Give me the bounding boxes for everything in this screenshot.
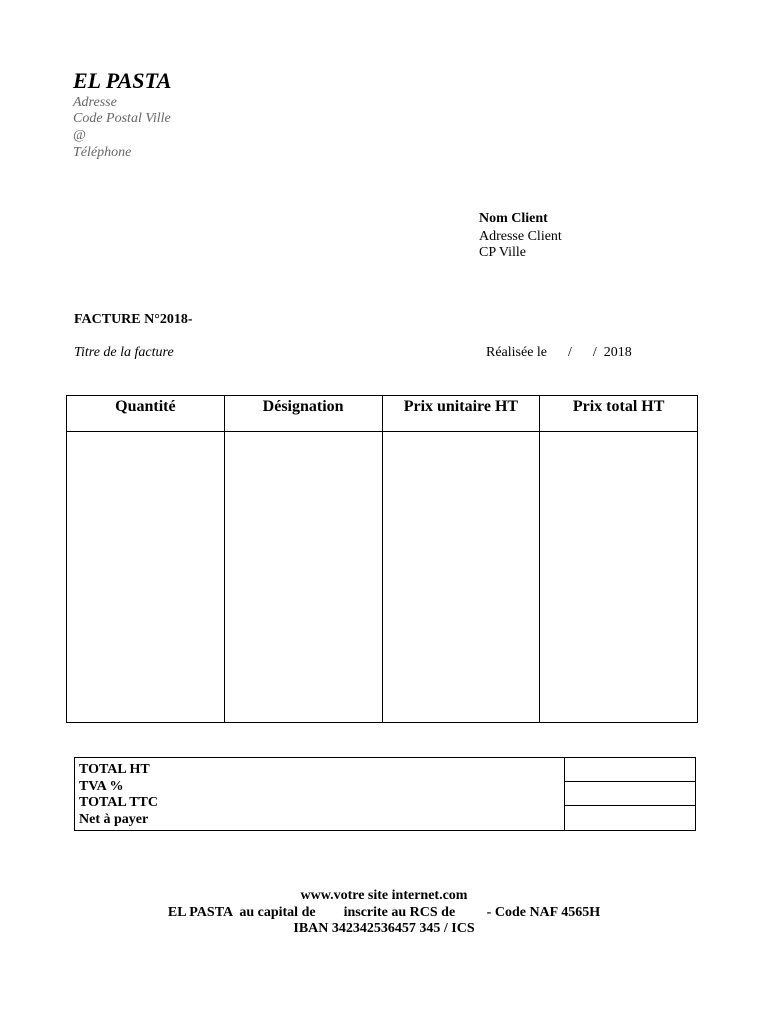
header-unit-price: Prix unitaire HT (382, 396, 540, 432)
header-total-price: Prix total HT (540, 396, 698, 432)
items-table (66, 395, 698, 723)
cell-quantity (67, 432, 225, 723)
company-name: EL PASTA (73, 68, 172, 93)
company-address: Adresse (73, 95, 117, 110)
cell-unit-price (382, 432, 540, 723)
net-to-pay-label: Net à payer (79, 811, 149, 827)
total-ttc-label: TOTAL TTC (79, 795, 158, 810)
total-ttc-value (565, 806, 695, 829)
company-phone: Téléphone (73, 145, 132, 160)
totals-values (565, 758, 696, 831)
items-header-row (67, 396, 698, 432)
tva-value (565, 782, 695, 806)
client-address: Adresse Client (479, 229, 562, 244)
total-ht-value (565, 758, 695, 782)
tva-label: TVA % (79, 778, 124, 794)
footer-legal: EL PASTA au capital de inscrite au RCS de - Code NAF 4565H (167, 905, 601, 920)
company-postal-city: Code Postal Ville (73, 111, 171, 126)
invoice-title: Titre de la facture (74, 345, 174, 360)
totals-labels (75, 758, 565, 831)
footer-bank: IBAN 342342536457 345 / ICS (293, 921, 475, 936)
invoice-date: Réalisée le / / 2018 (486, 345, 632, 360)
items-body-row (67, 432, 698, 723)
header-designation: Désignation (224, 396, 382, 432)
footer-website: www.votre site internet.com (300, 888, 468, 903)
client-postal-city: CP Ville (479, 245, 527, 260)
header-quantity: Quantité (67, 396, 225, 432)
totals-table (74, 757, 696, 831)
cell-designation (224, 432, 382, 723)
invoice-number: FACTURE N°2018- (74, 312, 193, 327)
company-email: @ (73, 128, 86, 143)
total-ht-label: TOTAL HT (79, 762, 150, 777)
cell-total-price (540, 432, 698, 723)
client-name: Nom Client (479, 211, 548, 226)
